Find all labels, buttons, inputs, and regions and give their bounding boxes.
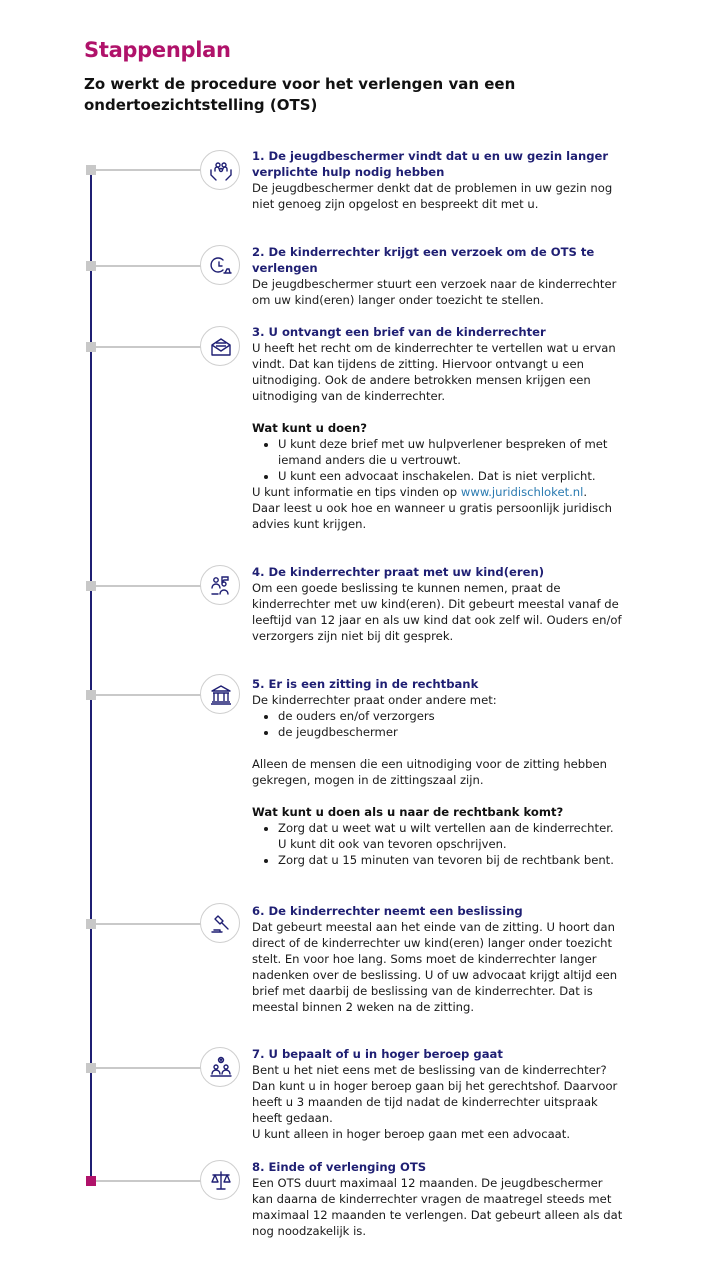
step-heading: 6. De kinderrechter neemt een beslissing — [252, 904, 523, 918]
step-text: Dan kunt u in hoger beroep gaan bij het gerechtshof. Daarvoor heeft u 3 maanden de tijd nadat de kinderrechter uitspraak heeft gedaan. — [252, 1079, 618, 1125]
step-heading: 1. De jeugdbeschermer vindt dat u en uw gezin langer verplichte hulp nodig hebben — [252, 149, 609, 179]
step-heading: 3. U ontvangt een brief van de kinderrechter — [252, 325, 546, 339]
step-icon-circle — [200, 1160, 240, 1200]
info-suffix: . — [583, 485, 588, 499]
step-icon-circle — [200, 674, 240, 714]
step-question: Wat kunt u doen? — [252, 421, 367, 435]
step-icon-circle — [200, 903, 240, 943]
step-4 — [252, 564, 624, 644]
step-2 — [252, 244, 624, 308]
step-icon-circle — [200, 245, 240, 285]
step-7 — [252, 1046, 624, 1142]
courthouse-icon — [209, 683, 233, 707]
step-question: Wat kunt u doen als u naar de rechtbank komt? — [252, 805, 564, 819]
timeline-node — [86, 261, 96, 271]
timeline-node — [86, 690, 96, 700]
scales-icon — [209, 1169, 233, 1193]
step-text: De jeugdbeschermer stuurt een verzoek naar de kinderrechter om uw kind(eren) langer onder toezicht te stellen. — [252, 277, 617, 307]
step-bullet-list — [252, 708, 624, 740]
list-item: • U kunt deze brief met uw hulpverlener bespreken of met iemand anders die u vertrouwt. — [278, 436, 624, 468]
step-text: U kunt alleen in hoger beroep gaan met een advocaat. — [252, 1127, 571, 1141]
list-item: • U kunt een advocaat inschakelen. Dat is niet verplicht. — [278, 468, 624, 484]
timeline-connector — [96, 1180, 202, 1182]
timeline-connector — [96, 694, 202, 696]
envelope-icon — [209, 335, 233, 359]
timeline-connector — [96, 169, 202, 171]
step-heading: 7. U bepaalt of u in hoger beroep gaat — [252, 1047, 503, 1061]
juridischloket-link[interactable]: www.juridischloket.nl — [460, 485, 584, 499]
list-item: • de jeugdbeschermer — [278, 724, 624, 740]
timeline-connector — [96, 346, 202, 348]
timeline-node — [86, 165, 96, 175]
step-text: Alleen de mensen die een uitnodiging voor de zitting hebben gekregen, mogen in de zittingszaal zijn. — [252, 757, 608, 787]
child-talk-icon — [209, 574, 233, 598]
step-5 — [252, 676, 624, 868]
timeline-connector — [96, 923, 202, 925]
timeline-node — [86, 1063, 96, 1073]
info-prefix: U kunt informatie en tips vinden op — [252, 485, 461, 499]
step-info-line — [252, 484, 624, 500]
step-icon-circle — [200, 565, 240, 605]
timeline-node — [86, 581, 96, 591]
step-bullet-list — [252, 436, 624, 484]
step-heading: 4. De kinderrechter praat met uw kind(eren) — [252, 565, 545, 579]
appeal-icon — [209, 1056, 233, 1080]
timeline-end-node — [86, 1176, 96, 1186]
timeline-connector — [96, 585, 202, 587]
step-icon-circle — [200, 150, 240, 190]
step-1 — [252, 148, 624, 212]
list-item: • de ouders en/of verzorgers — [278, 708, 624, 724]
timeline-connector — [96, 1067, 202, 1069]
step-6 — [252, 903, 624, 1015]
step-text: U heeft het recht om de kinderrechter te vertellen wat u ervan vindt. Dat kan tijdens de zitting. Hiervoor ontvangt u een uitnodiging. Ook de andere betrokken mensen krijgen een uitnodiging van de kinderrechter. — [252, 341, 616, 403]
step-heading: 8. Einde of verlenging OTS — [252, 1160, 427, 1174]
list-item: • Zorg dat u 15 minuten van tevoren bij de rechtbank bent. — [278, 852, 624, 868]
step-text: Bent u het niet eens met de beslissing van de kinderrechter? — [252, 1063, 607, 1077]
family-hands-icon — [209, 159, 233, 183]
page-title: Stappenplan — [84, 38, 231, 62]
step-icon-circle — [200, 1047, 240, 1087]
gavel-icon — [209, 912, 233, 936]
step-text: Om een goede beslissing te kunnen nemen, praat de kinderrechter met uw kind(eren). Dit gebeurt meestal vanaf de leeftijd van 12 jaar en als uw kind dat ook zelf wil. Ouders en/of verzorgers zijn niet bij dit gesprek. — [252, 581, 622, 643]
step-3 — [252, 324, 624, 532]
step-8 — [252, 1159, 624, 1239]
step-text: De jeugdbeschermer denkt dat de problemen in uw gezin nog niet genoeg zijn opgelost en bespreekt dit met u. — [252, 181, 613, 211]
timeline-node — [86, 342, 96, 352]
step-heading: 2. De kinderrechter krijgt een verzoek om de OTS te verlengen — [252, 245, 595, 275]
page-subtitle: Zo werkt de procedure voor het verlengen van een ondertoezichtstelling (OTS) — [84, 75, 516, 114]
clock-hourglass-icon — [209, 254, 233, 278]
step-text: Daar leest u ook hoe en wanneer u gratis persoonlijk juridisch advies kunt krijgen. — [252, 501, 612, 531]
list-item: • Zorg dat u weet wat u wilt vertellen aan de kinderrechter. U kunt dit ook van tevoren opschrijven. — [278, 820, 624, 852]
timeline-node — [86, 919, 96, 929]
step-bullet-list — [252, 820, 624, 868]
step-text: De kinderrechter praat onder andere met: — [252, 693, 497, 707]
step-heading: 5. Er is een zitting in de rechtbank — [252, 677, 479, 691]
step-text: Een OTS duurt maximaal 12 maanden. De jeugdbeschermer kan daarna de kinderrechter vragen de maatregel steeds met maximaal 12 maanden te verlengen. Dat gebeurt alleen als dat nog noodzakelijk is. — [252, 1176, 623, 1238]
step-icon-circle — [200, 326, 240, 366]
timeline-connector — [96, 265, 202, 267]
timeline-line — [90, 169, 92, 1181]
step-text: Dat gebeurt meestal aan het einde van de zitting. U hoort dan direct of de kinderrechter uw kind(eren) langer onder toezicht stelt. En voor hoe lang. Soms moet de kinderrechter langer nadenken over de beslissing. U of uw advocaat krijgt altijd een brief met daarbij de beslissing van de kinderrechter. Dat is meestal binnen 2 weken na de zitting. — [252, 920, 618, 1014]
